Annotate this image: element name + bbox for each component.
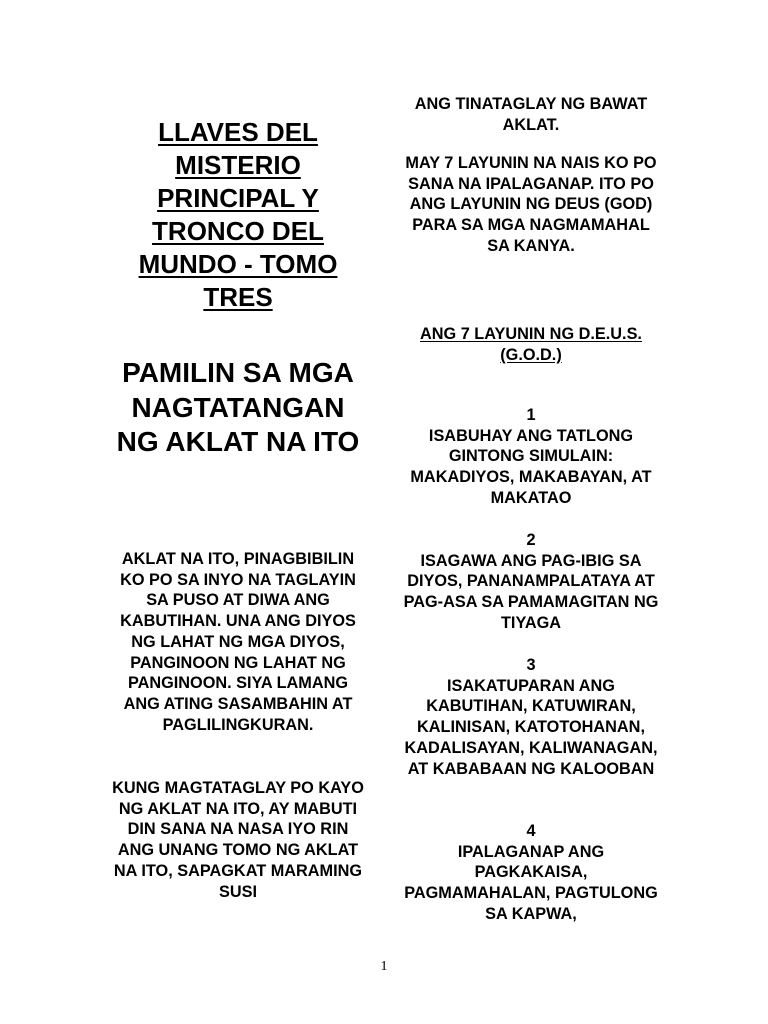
paragraph-continuation: ANG TINATAGLAY NG BAWAT AKLAT.	[414, 95, 648, 134]
purpose-text: ISAKATUPARAN ANG KABUTIHAN, KATUWIRAN, KALINISAN, KATOTOHANAN, KADALISAYAN, KALIWANAGAN, AT KABABAAN NG KALOOBAN	[404, 676, 658, 778]
purpose-number: 4	[526, 822, 536, 840]
purpose-item-2	[400, 530, 662, 634]
page-number: 1	[380, 959, 388, 974]
purpose-text: IPALAGANAP ANG PAGKAKAISA, PAGMAMAHALAN, PAGTULONG SA KAPWA,	[404, 842, 658, 923]
paragraph-seven-purposes-intro: MAY 7 LAYUNIN NA NAIS KO PO SANA NA IPALAGANAP. ITO PO ANG LAYUNIN NG DEUS (GOD) PARA SA MGA NAGMAMAHAL SA KANYA.	[405, 154, 657, 255]
purpose-number: 2	[526, 531, 536, 549]
purpose-item-3	[400, 655, 662, 779]
purpose-item-1	[400, 405, 662, 509]
purposes-heading: ANG 7 LAYUNIN NG D.E.U.S. (G.O.D.)	[420, 325, 642, 364]
paragraph-first-volume-note: KUNG MAGTATAGLAY PO KAYO NG AKLAT NA ITO, AY MABUTI DIN SANA NA NASA IYO RIN ANG UNANG TOMO NG AKLAT NA ITO, SAPAGKAT MARAMING SUSI	[112, 779, 364, 901]
document-title: LLAVES DEL MISTERIO PRINCIPAL Y TRONCO DEL MUNDO - TOMO TRES	[138, 117, 338, 312]
purpose-text: ISABUHAY ANG TATLONG GINTONG SIMULAIN: MAKADIYOS, MAKABAYAN, AT MAKATAO	[410, 426, 652, 507]
section-title: PAMILIN SA MGA NAGTATANGAN NG AKLAT NA ITO	[116, 357, 360, 457]
paragraph-instructions: AKLAT NA ITO, PINAGBIBILIN KO PO SA INYO NA TAGLAYIN SA PUSO AT DIWA ANG KABUTIHAN. UNA ANG DIYOS NG LAHAT NG MGA DIYOS, PANGINOON NG LAHAT NG PANGINOON. SIYA LAMANG ANG ATING SASAMBAHIN AT PAGLILINGKURAN.	[120, 550, 356, 734]
purpose-item-4	[400, 821, 662, 925]
purpose-number: 3	[526, 656, 536, 674]
purpose-text: ISAGAWA ANG PAG-IBIG SA DIYOS, PANANAMPALATAYA AT PAG-ASA SA PAMAMAGITAN NG TIYAGA	[403, 551, 659, 632]
purpose-number: 1	[526, 406, 536, 424]
